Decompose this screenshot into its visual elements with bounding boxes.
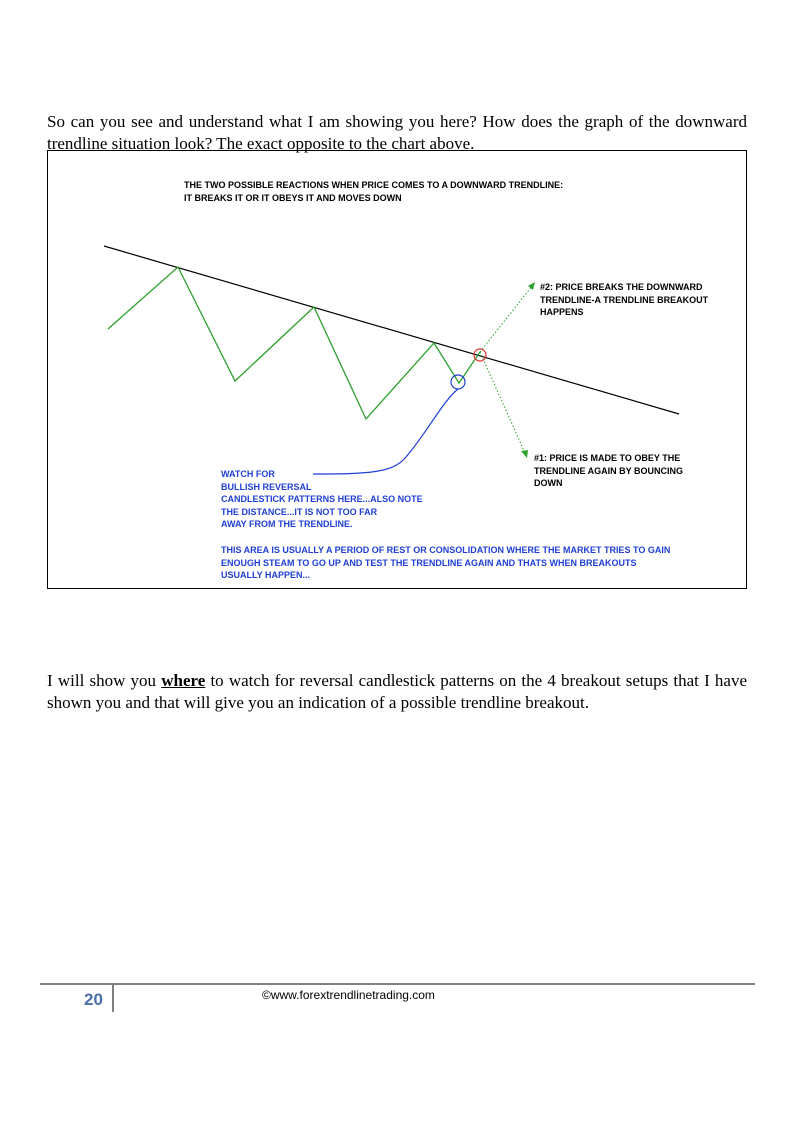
- figure-title: THE TWO POSSIBLE REACTIONS WHEN PRICE COMES TO A DOWNWARD TRENDLINE: IT BREAKS IT OR IT OBEYS IT AND MOVES DOWN: [184, 180, 564, 203]
- page-number: 20: [84, 990, 103, 1009]
- obey-label: #1: PRICE IS MADE TO OBEY THE TRENDLINE AGAIN BY BOUNCING DOWN: [534, 453, 684, 488]
- footer-rule: [40, 983, 755, 985]
- breakout-arrowhead: [528, 282, 535, 290]
- footer-url: ©www.forextrendlinetrading.com: [262, 988, 435, 1002]
- emphasis-where: where: [161, 671, 206, 690]
- closing-text-after: to watch for reversal candlestick patterns on the 4 breakout setups that I have shown you and that will give you an indication of a possible trendline breakout.: [47, 671, 747, 712]
- watch-reversal-label: WATCH FOR BULLISH REVERSAL CANDLESTICK PATTERNS HERE...ALSO NOTE THE DISTANCE...IT IS NOT TOO FAR AWAY FROM THE TRENDLINE.: [221, 469, 423, 529]
- breakout-path: [480, 286, 532, 352]
- closing-text-before: I will show you: [47, 671, 162, 690]
- closing-paragraph: [47, 670, 747, 714]
- page-number-separator: [112, 985, 114, 1012]
- obey-arrowhead: [521, 450, 528, 458]
- breakout-label: #2: PRICE BREAKS THE DOWNWARD TRENDLINE-A TRENDLINE BREAKOUT HAPPENS: [540, 282, 709, 317]
- consolidation-note: THIS AREA IS USUALLY A PERIOD OF REST OR CONSOLIDATION WHERE THE MARKET TRIES TO GAIN ENOUGH STEAM TO GO UP AND TEST THE TRENDLINE AGAIN AND THATS WHEN BREAKOUTS USUALLY HAPPEN...: [221, 545, 671, 580]
- reversal-connector-curve: [313, 389, 458, 474]
- trendline-figure: [47, 150, 747, 589]
- downward-trendline: [104, 246, 679, 414]
- price-zigzag: [108, 267, 480, 419]
- intro-paragraph: So can you see and understand what I am showing you here? How does the graph of the downward trendline situation look? The exact opposite to the chart above.: [47, 112, 747, 153]
